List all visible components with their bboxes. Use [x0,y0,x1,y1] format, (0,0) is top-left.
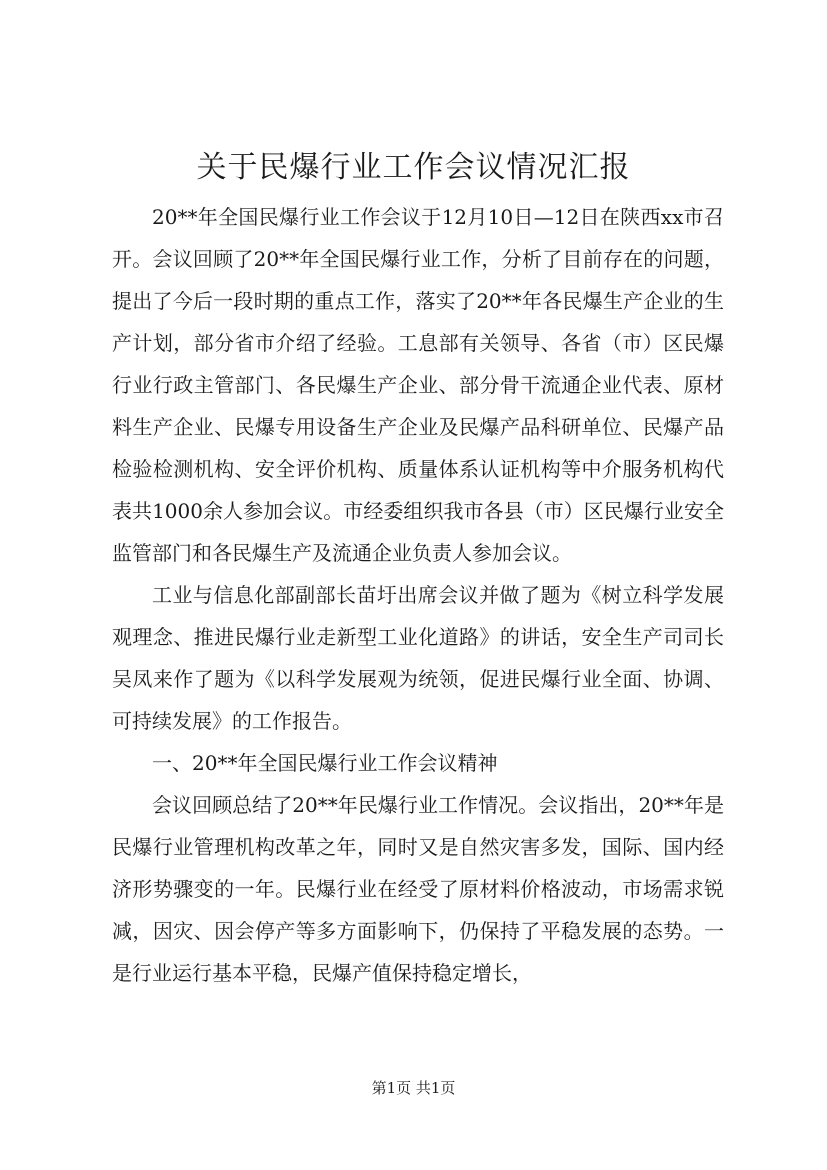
paragraph-speeches: 工业与信息化部副部长苗圩出席会议并做了题为《树立科学发展观理念、推进民爆行业走新型工业化道路》的讲话，安全生产司司长吴凤来作了题为《以科学发展观为统领，促进民爆行业全面、协调、可持续发展》的工作报告。 [112,583,724,733]
page-number-footer: 第1页 共1页 [371,1079,456,1097]
paragraph-review-summary: 会议回顾总结了20**年民爆行业工作情况。会议指出，20**年是民爆行业管理机构改革之年，同时又是自然灾害多发，国际、国内经济形势骤变的一年。民爆行业在经受了原材料价格波动，市场需求锐减，因灾、因会停产等多方面影响下，仍保持了平稳发展的态势。一是行业运行基本平稳，民爆产值保持稳定增长， [112,793,724,985]
section-heading-meeting-spirit: 一、20**年全国民爆行业工作会议精神 [152,751,498,775]
paragraph-meeting-overview: 20**年全国民爆行业工作会议于12月10日—12日在陕西xx市召开。会议回顾了20**年全国民爆行业工作，分析了目前存在的问题，提出了今后一段时期的重点工作，落实了20**年各民爆生产企业的生产计划，部分省市介绍了经验。工息部有关领导、各省（市）区民爆行业行政主管部门、各民爆生产企业、部分骨干流通企业代表、原材料生产企业、民爆专用设备生产企业及民爆产品科研单位、民爆产品检验检测机构、安全评价机构、质量体系认证机构等中介服务机构代表共1000余人参加会议。市经委组织我市各县（市）区民爆行业安全监管部门和各民爆生产及流通企业负责人参加会议。 [112,205,724,565]
document-body [112,196,724,994]
document-title: 关于民爆行业工作会议情况汇报 [196,150,631,185]
